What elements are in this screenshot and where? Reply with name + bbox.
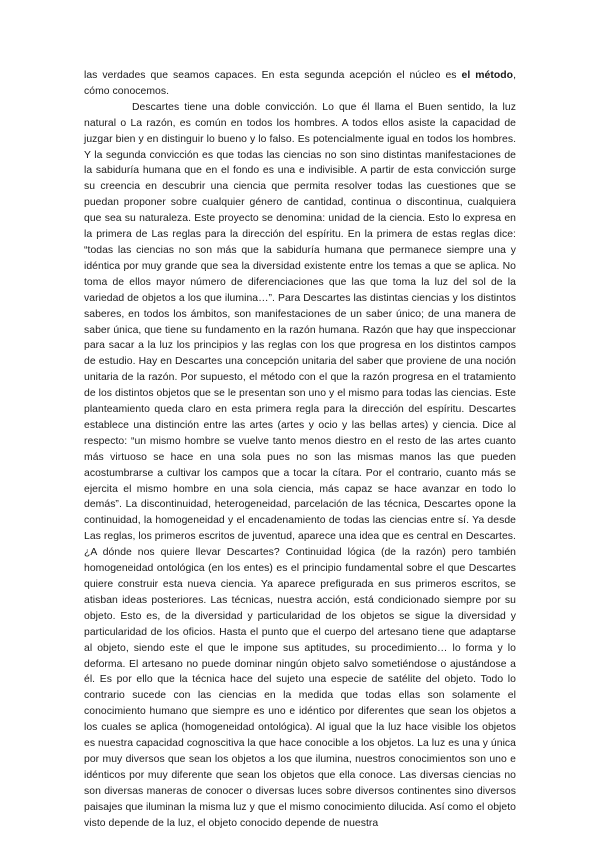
- paragraph-text-end: , cómo conocemos.: [84, 70, 516, 97]
- emphasis-text: el método: [461, 70, 514, 81]
- paragraph-text: las verdades que seamos capaces. En esta segunda acepción el núcleo es: [84, 70, 462, 81]
- paragraph-continuation: [84, 68, 516, 100]
- document-page: [84, 68, 516, 832]
- paragraph-main: Descartes tiene una doble convicción. Lo que él llama el Buen sentido, la luz natural o La razón, es común en todos los hombres. A todos ellos asiste la capacidad de juzgar bien y en distinguir lo bueno y lo falso. Es potencialmente igual en todos los hombres. Y la segunda convicción es que todas las ciencias no son sino distintas manifestaciones de la sabiduría humana que en el fondo es una e indivisible. A partir de esta convicción surge su creencia en descubrir una ciencia que permita resolver todas las cuestiones que se puedan proponer sobre cualquier género de cantidad, continua o discontinua, cualquiera que sea su naturaleza. Este proyecto se denomina: unidad de la ciencia. Esto lo expresa en la primera de Las reglas para la dirección del espíritu. En la primera de estas reglas dice: “todas las ciencias no son más que la sabiduría humana que permanece siempre una y idéntica por muy grande que sea la diversidad existente entre los temas a que se aplica. No toma de ellos mayor número de diferenciaciones que las que toma la luz del sol de la variedad de objetos a los que ilumina…”. Para Descartes las distintas ciencias y los distintos saberes, en todos los ámbitos, son manifestaciones de un saber único; de una manera de saber única, que tiene su fundamento en la razón humana. Razón que hay que inspeccionar para sacar a la luz los principios y las reglas con los que progresa en los distintos campos de estudio. Hay en Descartes una concepción unitaria del saber que proviene de una noción unitaria de la razón. Por supuesto, el método con el que la razón progresa en el tratamiento de los distintos objetos que se le presentan son uno y el mismo para todas las ciencias. Este planteamiento queda claro en esta primera regla para la dirección del espíritu. Descartes establece una distinción entre las artes (artes y ocio y las bellas artes) y ciencia. Dice al respecto: “un mismo hombre se vuelve tanto menos diestro en el resto de las artes cuanto más virtuoso se hace en una sola pues no son las mismas manos las que pueden acostumbrarse a cultivar los campos que a tocar la cítara. Por el contrario, cuanto más se ejercita el mismo hombre en una sola ciencia, más capaz se hace avanzar en todo lo demás”. La discontinuidad, heterogeneidad, parcelación de las técnica, Descartes opone la continuidad, la homogeneidad y el encadenamiento de todas las ciencias entre sí. Ya desde Las reglas, los primeros escritos de juventud, aparece una idea que es central en Descartes. ¿A dónde nos quiere llevar Descartes? Continuidad lógica (de la razón) pero también homogeneidad ontológica (en los entes) es el principio fundamental sobre el que Descartes quiere construir esta nueva ciencia. Ya aparece prefigurada en sus primeros escritos, se atisban ideas posteriores. Las técnicas, nuestra acción, está condicionado siempre por su objeto. Esto es, de la diversidad y particularidad de los objetos se sigue la diversidad y particularidad de los oficios. Hasta el punto que el cuerpo del artesano tiene que adaptarse al objeto, siendo este el que le impone sus aptitudes, su procedimiento… lo forma y lo deforma. El artesano no puede dominar ningún objeto salvo sometiéndose o ajustándose a él. Es por ello que la técnica hace del sujeto una especie de satélite del objeto. Todo lo contrario sucede con las ciencias en la medida que todas ellas son solamente el conocimiento humano que siempre es uno e idéntico por diferentes que sean los objetos a los cuales se aplica (homogeneidad ontológica). Al igual que la luz hace visible los objetos es nuestra capacidad cognoscitiva la que hace conocible a los objetos. La luz es una y única por muy diversos que sean los objetos a los que ilumina, nuestros conocimientos son uno e idénticos por muy diferente que sean los objetos que ella conoce. Las diversas ciencias no son diversas maneras de conocer o diversas luces sobre diversos continentes sino diversos paisajes que iluminan la misma luz y que el mismo conocimiento dilucida. Así como el objeto visto depende de la luz, el objeto conocido depende de nuestra: [84, 101, 516, 829]
